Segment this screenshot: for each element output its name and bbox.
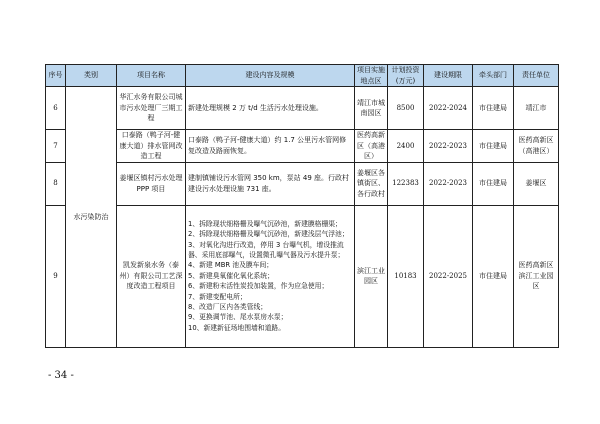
header-responsible: 责任单位 [514, 65, 559, 87]
header-lead: 牵头部门 [473, 65, 514, 87]
header-no: 序号 [46, 65, 66, 87]
row-responsible: 医药高新区（高港区） [514, 130, 559, 163]
row-location: 靖江市城南园区 [355, 87, 388, 130]
row-responsible: 医药高新区滨江工业园区 [514, 205, 559, 347]
scope-item: 4、新建 MBR 池及膜车间； [188, 261, 274, 270]
row-investment: 122383 [388, 162, 424, 205]
row-period: 2022-2024 [424, 87, 473, 130]
row-name: 凯发新泉水务（泰州）有限公司工艺深度改造工程项目 [117, 205, 186, 347]
row-period: 2022-2023 [424, 162, 473, 205]
row-investment: 8500 [388, 87, 424, 130]
scope-item: 8、改造厂区内各类管线； [188, 303, 268, 312]
table-row [46, 87, 559, 130]
row-content: 新建处理规模 2 万 t/d 生活污水处理设施。 [186, 87, 355, 130]
row-lead: 市住建局 [473, 205, 514, 347]
header-period: 建设期限 [424, 65, 473, 87]
table-row [46, 205, 559, 347]
scope-item: 6、新建粉末活性炭投加装置，作为应急使用； [188, 282, 329, 291]
row-name: 姜堰区镇村污水处理 PPP 项目 [117, 162, 186, 205]
row-location: 滨江工业园区 [355, 205, 388, 347]
row-no: 7 [46, 130, 66, 163]
header-row [46, 65, 559, 87]
row-investment: 2400 [388, 130, 424, 163]
scope-item: 7、新建变配电所； [188, 292, 247, 301]
scope-item: 1、拆除现状细格栅及曝气沉砂池，新建膜格栅渠； [188, 219, 342, 228]
header-content: 建设内容及规模 [186, 65, 355, 87]
row-name: 华汇水务有限公司城市污水处理厂三期工程 [117, 87, 186, 130]
project-table [45, 64, 559, 348]
category-cell: 水污染防治 [66, 87, 117, 348]
table-row [46, 162, 559, 205]
header-investment: 计划投资(万元) [388, 65, 424, 87]
row-no: 9 [46, 205, 66, 347]
row-content [186, 205, 355, 347]
table-row [46, 130, 559, 163]
header-name: 项目名称 [117, 65, 186, 87]
row-content: 口泰路（鸭子河-健康大道）约 1.7 公里污水管网修复改造及路面恢复。 [186, 130, 355, 163]
header-category: 类别 [66, 65, 117, 87]
scope-item: 9、更换调节池、尾水泵房水泵； [188, 313, 288, 322]
row-no: 6 [46, 87, 66, 130]
row-lead: 市住建局 [473, 162, 514, 205]
scope-item: 5、新建臭氧催化氧化系统； [188, 271, 274, 280]
row-location: 姜堰区各镇街区、各行政村 [355, 162, 388, 205]
row-period: 2022-2023 [424, 130, 473, 163]
row-responsible: 姜堰区 [514, 162, 559, 205]
row-investment: 10183 [388, 205, 424, 347]
row-content: 建制镇铺设污水管网 350 km，泵站 49 座。行政村建设污水处理设施 731 座。 [186, 162, 355, 205]
scope-item: 3、对氧化沟进行改造，停用 3 台曝气机，增设推流器、采用底部曝气，设置微孔曝气器及污水提升泵； [188, 240, 345, 259]
row-period: 2022-2025 [424, 205, 473, 347]
header-location: 项目实施地点区 [355, 65, 388, 87]
scope-item: 2、拆除现状细格栅及曝气沉砂池，新建浅层气浮池； [188, 230, 349, 239]
row-name: 口泰路（鸭子河-健康大道）排水管网改造工程 [117, 130, 186, 163]
row-responsible: 靖江市 [514, 87, 559, 130]
scope-list [188, 219, 352, 333]
row-no: 8 [46, 162, 66, 205]
row-lead: 市住建局 [473, 87, 514, 130]
row-location: 医药高新区（高港区） [355, 130, 388, 163]
page-number: - 34 - [48, 370, 74, 381]
row-lead: 市住建局 [473, 130, 514, 163]
scope-item: 10、新建新征场地围墙和道路。 [188, 323, 286, 332]
